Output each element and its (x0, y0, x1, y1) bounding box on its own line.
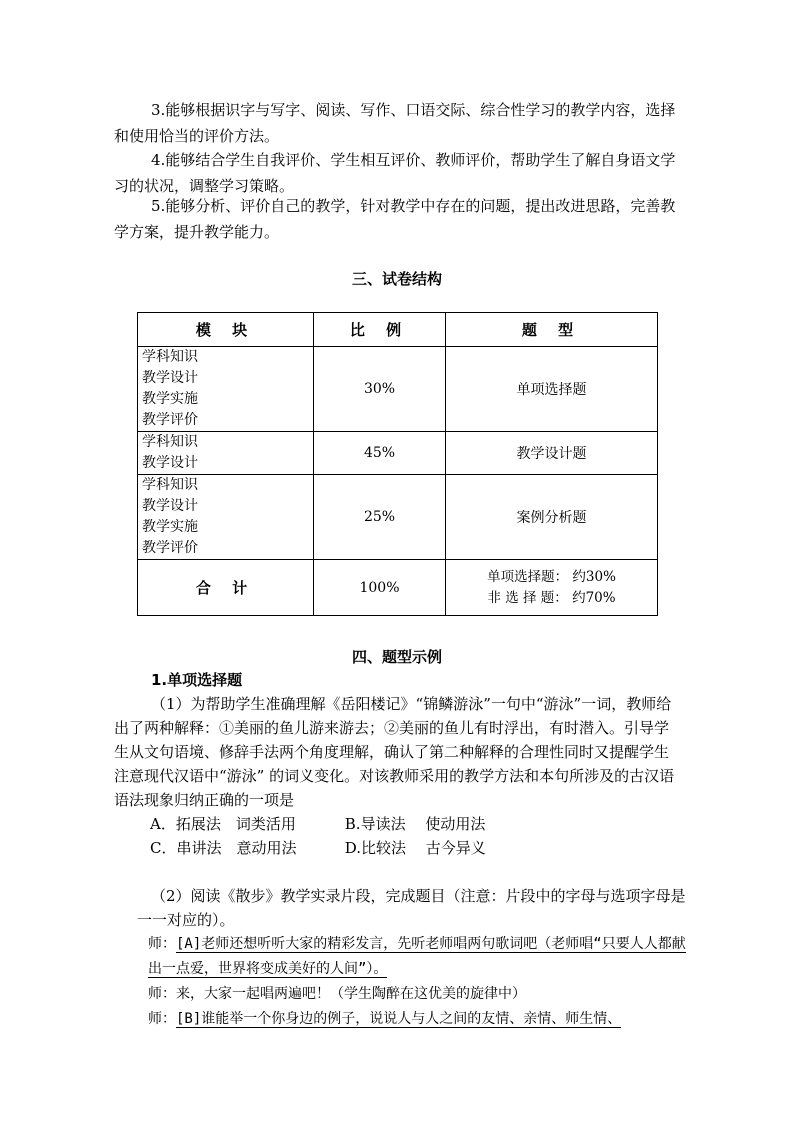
option-b: B.导读法 使动用法 (344, 815, 486, 833)
section-title-examples: 四、题型示例 (351, 648, 442, 666)
module-cell (138, 432, 314, 475)
table-row (138, 347, 658, 432)
option-d: D.比较法 古今异义 (344, 839, 486, 857)
module-item: 学科知识 (142, 434, 198, 450)
speaker-label: 师： (148, 936, 176, 952)
table-header-row (138, 313, 658, 347)
question-2-text: （2）阅读《散步》教学实录片段，完成题目（注意：片段中的字母与选项字母是一一对应的）。 (137, 887, 686, 929)
exam-structure-table (137, 312, 658, 616)
ratio-cell: 25% (314, 475, 446, 560)
subsection-title: 1.单项选择题 (151, 671, 243, 689)
module-cell (138, 475, 314, 560)
type-cell: 案例分析题 (446, 475, 658, 560)
module-item: 教学实施 (142, 391, 198, 407)
table-header: 比 例 (314, 313, 446, 347)
table-row (138, 475, 658, 560)
module-cell (138, 347, 314, 432)
total-breakdown-line: 单项选择题： 约30% (487, 568, 616, 585)
module-item: 教学设计 (142, 370, 198, 386)
module-item: 教学评价 (142, 412, 198, 428)
total-ratio: 100% (314, 560, 446, 616)
record-line-b (148, 1007, 688, 1032)
table-row (138, 432, 658, 475)
question-1-text: （1）为帮助学生准确理解《岳阳楼记》“锦鳞游泳”一句中“游泳”一词，教师给出了两种解释：①美丽的鱼儿游来游去；②美丽的鱼儿有时浮出，有时潜入。引导学生从文句语境、修辞手法两个角度理解，确认了第二种解释的合理性同时又提醒学生注意现代汉语中“游泳” 的词义变化。对该教师采用的教学方法和本句所涉及的古汉语语法现象归纳正确的一项是 (114, 695, 675, 809)
paragraph-item-4: 4.能够结合学生自我评价、学生相互评价、教师评价，帮助学生了解自身语文学习的状况，调整学习策略。 (114, 151, 676, 195)
module-item: 教学实施 (142, 519, 198, 535)
paragraph-item-5: 5.能够分析、评价自己的教学，针对教学中存在的问题，提出改进思路，完善教学方案，提升教学能力。 (114, 197, 676, 241)
speaker-label: 师： (148, 1011, 176, 1027)
option-c: C．串讲法 意动用法 (150, 839, 297, 857)
module-item: 学科知识 (142, 349, 198, 365)
table-total-row (138, 560, 658, 616)
total-breakdown-line: 非 选 择 题： 约70% (487, 589, 616, 606)
table-header: 题 型 (446, 313, 658, 347)
options-row-1 (150, 812, 485, 836)
underlined-segment-b: [B]谁能举一个你身边的例子，说说人与人之间的友情、亲情、师生情、 (176, 1011, 622, 1027)
record-line-a (148, 932, 688, 982)
underlined-segment-a: [A]老师还想听听大家的精彩发言，先听老师唱两句歌词吧（老师唱“只要人人都献出一点爱，世界将变成美好的人间”）。 (148, 936, 686, 977)
total-breakdown (446, 560, 658, 616)
ratio-cell: 45% (314, 432, 446, 475)
section-title-structure: 三、试卷结构 (351, 270, 442, 288)
option-a: A．拓展法 词类活用 (150, 815, 296, 833)
options-row-2 (150, 836, 486, 860)
type-cell: 单项选择题 (446, 347, 658, 432)
record-line: 师：来，大家一起唱两遍吧！（学生陶醉在这优美的旋律中） (148, 986, 526, 1002)
module-item: 教学设计 (142, 498, 198, 514)
paragraph-item-3: 3.能够根据识字与写字、阅读、写作、口语交际、综合性学习的教学内容，选择和使用恰当的评价方法。 (114, 101, 676, 145)
module-item: 教学评价 (142, 540, 198, 556)
table-header: 模 块 (138, 313, 314, 347)
total-label: 合 计 (138, 560, 314, 616)
ratio-cell: 30% (314, 347, 446, 432)
module-item: 教学设计 (142, 455, 198, 471)
type-cell: 教学设计题 (446, 432, 658, 475)
module-item: 学科知识 (142, 477, 198, 493)
